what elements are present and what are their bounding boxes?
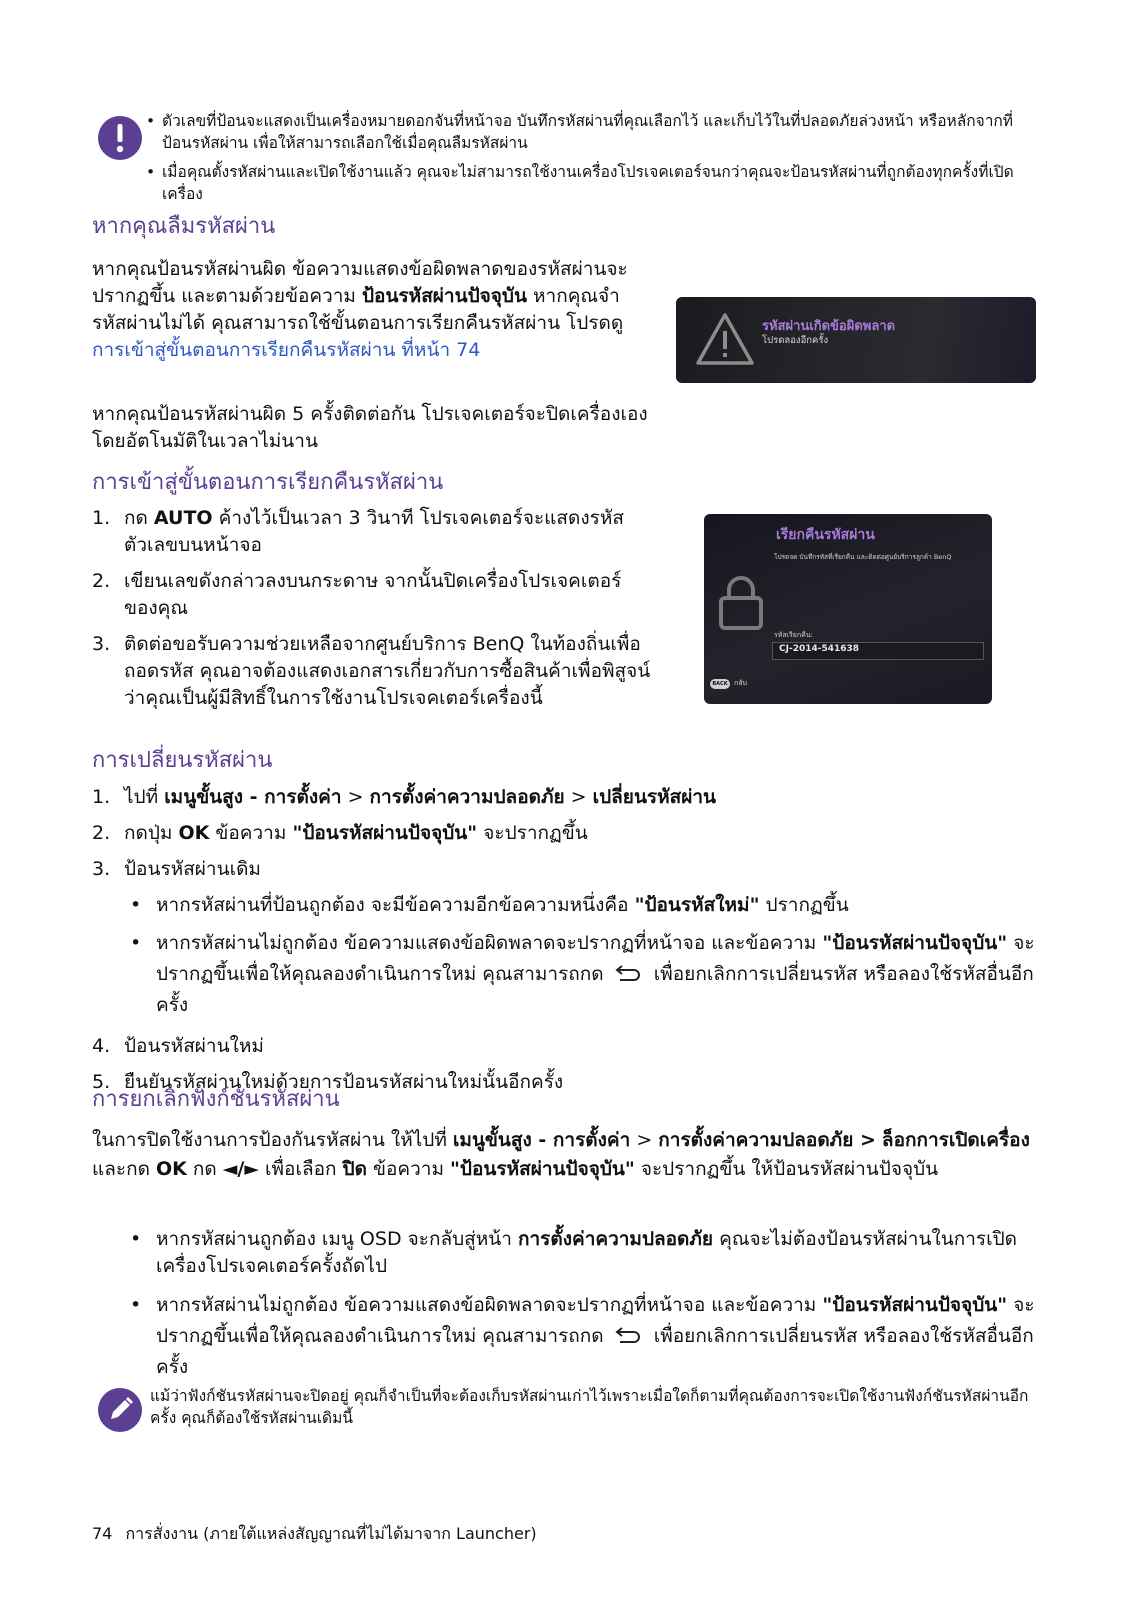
pencil-note-icon [98,1388,142,1432]
change-step-3: 3. ป้อนรหัสผ่านเดิม [92,858,261,880]
page-footer [92,1522,537,1547]
forgot-paragraph-2: หากคุณป้อนรหัสผ่านผิด 5 ครั้งติดต่อกัน โปรเจคเตอร์จะปิดเครื่องเองโดยอัตโนมัติในเวลาไม่นาน [92,403,648,452]
back-key-badge: BACK [710,679,730,689]
page-number: 74 [92,1524,113,1543]
recall-heading: การเข้าสู่ขั้นตอนการเรียกคืนรหัสผ่าน [92,470,444,495]
error-screen-title: รหัสผ่านเกิดข้อผิดพลาด [762,319,896,334]
change-step-5: 5. ยืนยันรหัสผ่านใหม่ด้วยการป้อนรหัสผ่านใหม่นั้นอีกครั้ง [92,1071,564,1093]
disable-bullet-2: • หากรหัสผ่านไม่ถูกต้อง ข้อความแสดงข้อผิดพลาดจะปรากฏที่หน้าจอ และข้อความ "ป้อนรหัสผ่านปัจจุบัน" จะปรากฏขึ้นเพื่อให้คุณลองดำเนินการใหม่ คุณสามารถกด เพื่อยกเลิกการเปลี่ยนรหัส หรือลองใช้รหัสอื่นอีกครั้ง [130,1294,1035,1378]
back-label: กลับ [734,679,747,687]
disable-heading: การยกเลิกฟังก์ชันรหัสผ่าน [92,1087,340,1112]
top-note-bullet-1: ตัวเลขที่ป้อนจะแสดงเป็นเครื่องหมายดอกจันที่หน้าจอ บันทึกรหัสผ่านที่คุณเลือกไว้ และเก็บไว้ในที่ปลอดภัยล่วงหน้า หรือหลักจากที่ป้อนรหัสผ่าน เพื่อให้สามารถเลือกใช้เมื่อคุณลืมรหัสผ่าน [162,112,1014,152]
warning-note-icon [98,116,142,160]
recall-procedure-link[interactable]: การเข้าสู่ขั้นตอนการเรียกคืนรหัสผ่าน ที่หน้า 74 [92,339,481,361]
recall-step-2: 2. เขียนเลขดังกล่าวลงบนกระดาษ จากนั้นปิดเครื่องโปรเจคเตอร์ของคุณ [92,570,622,619]
disable-paragraph: ในการปิดใช้งานการป้องกันรหัสผ่าน ให้ไปที่ เมนูขั้นสูง - การตั้งค่า > การตั้งค่าความปลอดภัย > ล็อกการเปิดเครื่อง และกด OK กด ◄/► เพื่อเลือก ปิด ข้อความ "ป้อนรหัสผ่านปัจจุบัน" จะปรากฏขึ้น ให้ป้อนรหัสผ่านปัจจุบัน [92,1129,1030,1180]
recall-password-screen [704,514,992,704]
warning-triangle-icon [694,311,756,367]
disable-bullet-1: • หากรหัสผ่านถูกต้อง เมนู OSD จะกลับสู่หน้า การตั้งค่าความปลอดภัย คุณจะไม่ต้องป้อนรหัสผ่านในการเปิดเครื่องโปรเจคเตอร์ครั้งถัดไป [130,1228,1018,1277]
recall-screen-title: เรียกคืนรหัสผ่าน [776,527,875,543]
recall-code-label: รหัสเรียกคืน: [774,631,813,639]
recall-code-value: CJ-2014-541638 [779,644,860,654]
change-bullet-2: • หากรหัสผ่านไม่ถูกต้อง ข้อความแสดงข้อผิดพลาดจะปรากฏที่หน้าจอ และข้อความ "ป้อนรหัสผ่านปัจจุบัน" จะปรากฏขึ้นเพื่อให้คุณลองดำเนินการใหม่ คุณสามารถกด เพื่อยกเลิกการเปลี่ยนรหัส หรือลองใช้รหัสอื่นอีกครั้ง [130,932,1035,1016]
recall-step-3: 3. ติดต่อขอรับความช่วยเหลือจากศูนย์บริการ BenQ ในท้องถิ่นเพื่อถอดรหัส คุณอาจต้องแสดงเอกสารเกี่ยวกับการซื้อสินค้าเพื่อพิสูจน์ว่าคุณเป็นผู้มีสิทธิ์ในการใช้งานโปรเจคเตอร์เครื่องนี้ [92,633,651,709]
password-error-screen [676,297,1036,383]
change-bullet-1: • หากรหัสผ่านที่ป้อนถูกต้อง จะมีข้อความอีกข้อความหนึ่งคือ "ป้อนรหัสใหม่" ปรากฏขึ้น [130,894,849,916]
recall-screen-description: โปรดจด บันทึกรหัสที่เรียกคืน และติดต่อศูนย์บริการลูกค้า BenQ [774,553,952,561]
change-heading: การเปลี่ยนรหัสผ่าน [92,748,273,773]
top-note-bullet-2: เมื่อคุณตั้งรหัสผ่านและเปิดใช้งานแล้ว คุณจะไม่สามารถใช้งานเครื่องโปรเจคเตอร์จนกว่าคุณจะป้อนรหัสผ่านที่ถูกต้องทุกครั้งที่เปิดเครื่อง [162,163,1014,203]
footer-text: การสั่งงาน (ภายใต้แหล่งสัญญาณที่ไม่ได้มาจาก Launcher) [125,1524,537,1543]
forgot-paragraph-1: หากคุณป้อนรหัสผ่านผิด ข้อความแสดงข้อผิดพลาดของรหัสผ่านจะปรากฏขึ้น และตามด้วยข้อความ ป้อนรหัสผ่านปัจจุบัน หากคุณจำรหัสผ่านไม่ได้ คุณสามารถใช้ขั้นตอนการเรียกคืนรหัสผ่าน โปรดดู การเข้าสู่ขั้นตอนการเรียกคืนรหัสผ่าน ที่หน้า 74 [92,258,628,361]
disable-bullets [92,1226,1037,1383]
change-step-1: 1. ไปที่ เมนูขั้นสูง - การตั้งค่า > การตั้งค่าความปลอดภัย > เปลี่ยนรหัสผ่าน [92,786,717,808]
back-icon [614,1324,644,1346]
recall-code-box [772,642,984,660]
change-step-4: 4. ป้อนรหัสผ่านใหม่ [92,1035,264,1057]
bottom-note: แม้ว่าฟังก์ชันรหัสผ่านจะปิดอยู่ คุณก็จำเป็นที่จะต้องเก็บรหัสผ่านเก่าไว้เพราะเมื่อใดก็ตามที่คุณต้องการจะเปิดใช้งานฟังก์ชันรหัสผ่านอีกครั้ง คุณก็ต้องใช้รหัสผ่านเดิมนี้ [150,1387,1029,1427]
recall-steps [92,505,652,712]
back-icon [614,962,644,984]
lock-icon [716,572,766,632]
forgot-heading: หากคุณลืมรหัสผ่าน [92,214,276,239]
error-screen-subtitle: โปรดลองอีกครั้ง [762,335,829,346]
top-note: • ตัวเลขที่ป้อนจะแสดงเป็นเครื่องหมายดอกจันที่หน้าจอ บันทึกรหัสผ่านที่คุณเลือกไว้ และเก็บไว้ในที่ปลอดภัยล่วงหน้า หรือหลักจากที่ป้อนรหัสผ่าน เพื่อให้สามารถเลือกใช้เมื่อคุณลืมรหัสผ่าน • เมื่อคุณตั้งรหัสผ่านและเปิดใช้งานแล้ว คุณจะไม่สามารถใช้งานเครื่องโปรเจคเตอร์จนกว่าคุณจะป้อนรหัสผ่านที่ถูกต้องทุกครั้งที่เปิดเครื่อง [146,112,1014,203]
change-step-2: 2. กดปุ่ม OK ข้อความ "ป้อนรหัสผ่านปัจจุบัน" จะปรากฏขึ้น [92,822,588,844]
recall-step-1: 1. กด AUTO ค้างไว้เป็นเวลา 3 วินาที โปรเจคเตอร์จะแสดงรหัสตัวเลขบนหน้าจอ [92,507,624,556]
change-steps [92,784,1042,1105]
